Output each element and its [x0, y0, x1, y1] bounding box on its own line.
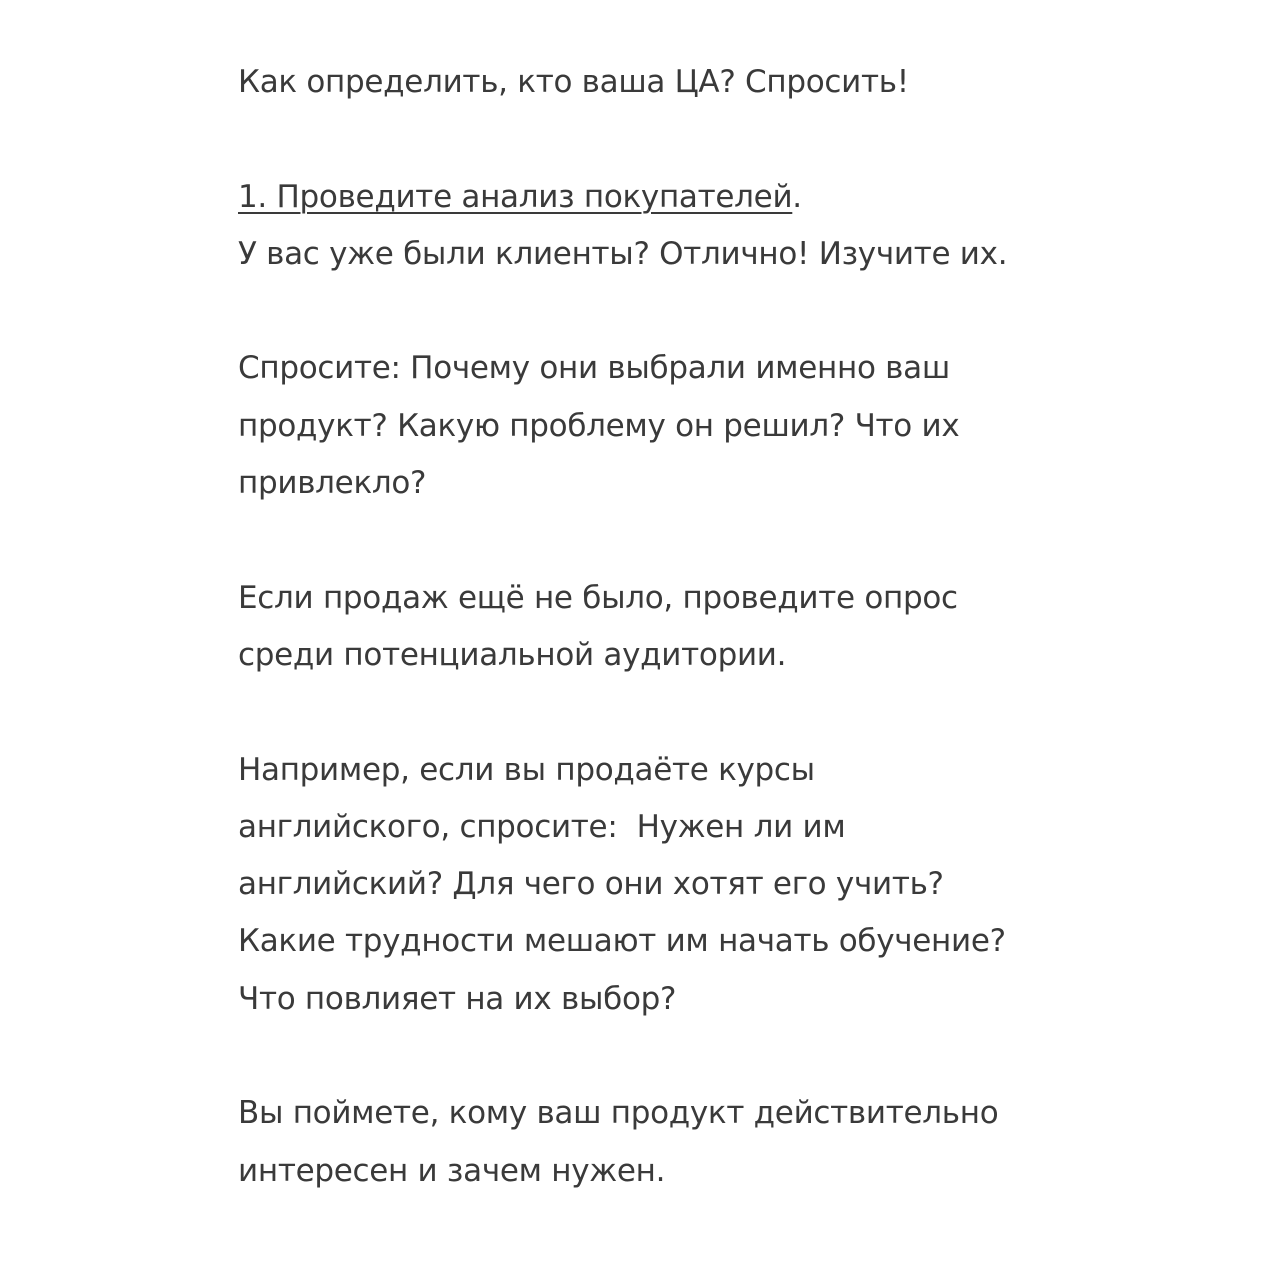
paragraph-gap	[238, 1028, 1118, 1085]
paragraph-gap	[238, 283, 1118, 340]
step-1-line: У вас уже были клиенты? Отлично! Изучите их.	[238, 235, 1008, 272]
step-1-heading	[238, 169, 1118, 226]
ask-line: Спросите: Почему они выбрали именно ваш	[238, 350, 950, 387]
step-1-heading-text: 1. Проведите анализ покупателей	[238, 178, 793, 215]
document-body	[238, 54, 1118, 1200]
example-line: Какие трудности мешают им начать обучение?	[238, 923, 1006, 960]
no-sales-line: Если продаж ещё не было, проведите опрос	[238, 579, 958, 616]
no-sales-line: среди потенциальной аудитории.	[238, 636, 787, 673]
paragraph-gap	[238, 684, 1118, 741]
example-line: английского, спросите: Нужен ли им	[238, 808, 846, 845]
conclusion-line: Вы поймете, кому ваш продукт действительно	[238, 1095, 999, 1132]
paragraph-gap	[238, 512, 1118, 569]
ask-line: продукт? Какую проблему он решил? Что их	[238, 407, 960, 444]
example-line: английский? Для чего они хотят его учить?	[238, 866, 944, 903]
ask-line: привлекло?	[238, 465, 427, 502]
step-1-heading-period: .	[792, 178, 802, 215]
paragraph-gap	[238, 111, 1118, 168]
example-line: Например, если вы продаёте курсы	[238, 751, 815, 788]
document-title: Как определить, кто ваша ЦА? Спросить!	[238, 64, 909, 100]
conclusion-line: интересен и зачем нужен.	[238, 1152, 666, 1189]
example-line: Что повлияет на их выбор?	[238, 980, 677, 1017]
